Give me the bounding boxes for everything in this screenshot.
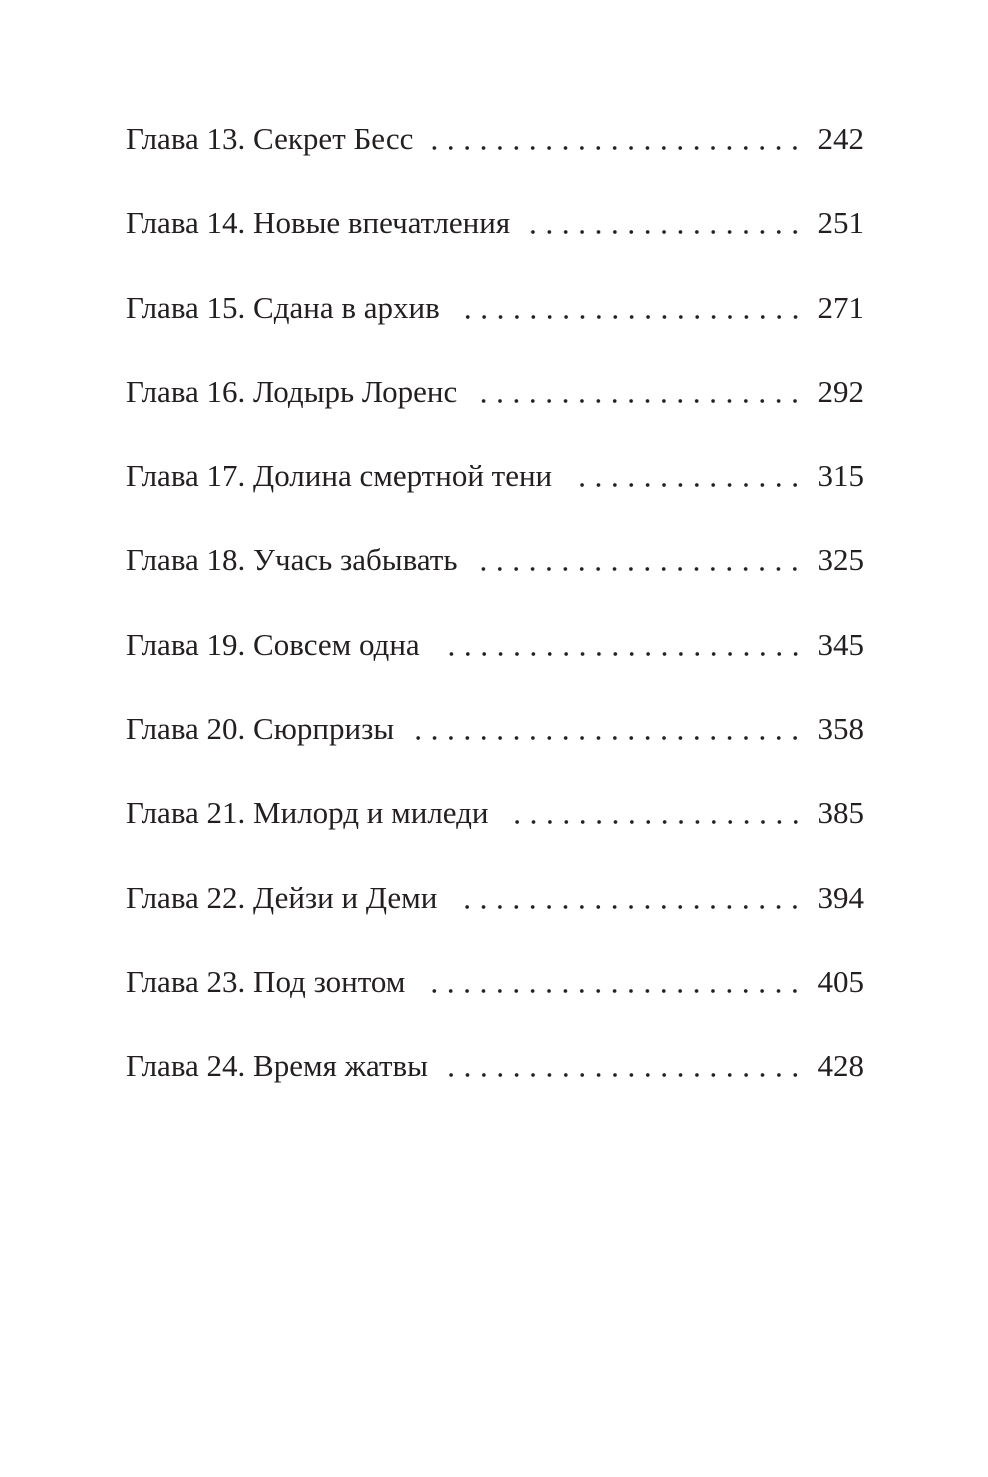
page-number: 394 [817,879,864,915]
chapter-title: Глава 16. Лодырь Лоренс [126,373,458,409]
chapter-title: Глава 21. Милорд и миледи [126,795,489,831]
dot-leader [475,372,803,412]
page-number: 271 [817,289,864,325]
page-number: 358 [817,711,864,747]
dot-leader [431,119,803,159]
toc-entry-chapter-22 [126,878,864,962]
dot-leader [412,709,803,749]
page-number: 315 [817,458,864,494]
chapter-title: Глава 22. Дейзи и Деми [126,879,438,915]
toc-entry-chapter-18 [126,540,864,624]
page-number: 405 [817,963,864,999]
dot-leader [423,962,803,1002]
toc-entry-chapter-17 [126,456,864,540]
page-number: 345 [817,626,864,662]
page-number: 251 [817,205,864,241]
dot-leader [455,878,803,918]
toc-entry-chapter-23 [126,962,864,1046]
chapter-title: Глава 24. Время жатвы [126,1048,429,1084]
chapter-title: Глава 17. Долина смертной тени [126,458,553,494]
page-number: 385 [817,795,864,831]
dot-leader [475,540,803,580]
chapter-title: Глава 15. Сдана в архив [126,289,440,325]
dot-leader [528,203,803,243]
toc-entry-chapter-20 [126,709,864,793]
page-number: 428 [817,1048,864,1084]
toc-entry-chapter-13 [126,119,864,203]
page-number: 242 [817,121,864,156]
dot-leader [446,1046,803,1086]
table-of-contents [126,119,864,1131]
toc-entry-chapter-14 [126,203,864,287]
toc-entry-chapter-19 [126,625,864,709]
toc-entry-chapter-24 [126,1046,864,1130]
chapter-title: Глава 19. Совсем одна [126,626,420,662]
chapter-title: Глава 23. Под зонтом [126,963,406,999]
toc-entry-chapter-21 [126,793,864,877]
dot-leader [570,456,803,496]
dot-leader [507,793,804,833]
chapter-title: Глава 13. Секрет Бесс [126,121,414,156]
page-number: 325 [817,542,864,578]
page-number: 292 [817,373,864,409]
dot-leader [438,625,804,665]
dot-leader [458,288,804,328]
toc-entry-chapter-15 [126,288,864,372]
toc-entry-chapter-16 [126,372,864,456]
chapter-title: Глава 18. Учась забывать [126,542,458,578]
chapter-title: Глава 20. Сюрпризы [126,711,395,747]
chapter-title: Глава 14. Новые впечатления [126,205,511,241]
